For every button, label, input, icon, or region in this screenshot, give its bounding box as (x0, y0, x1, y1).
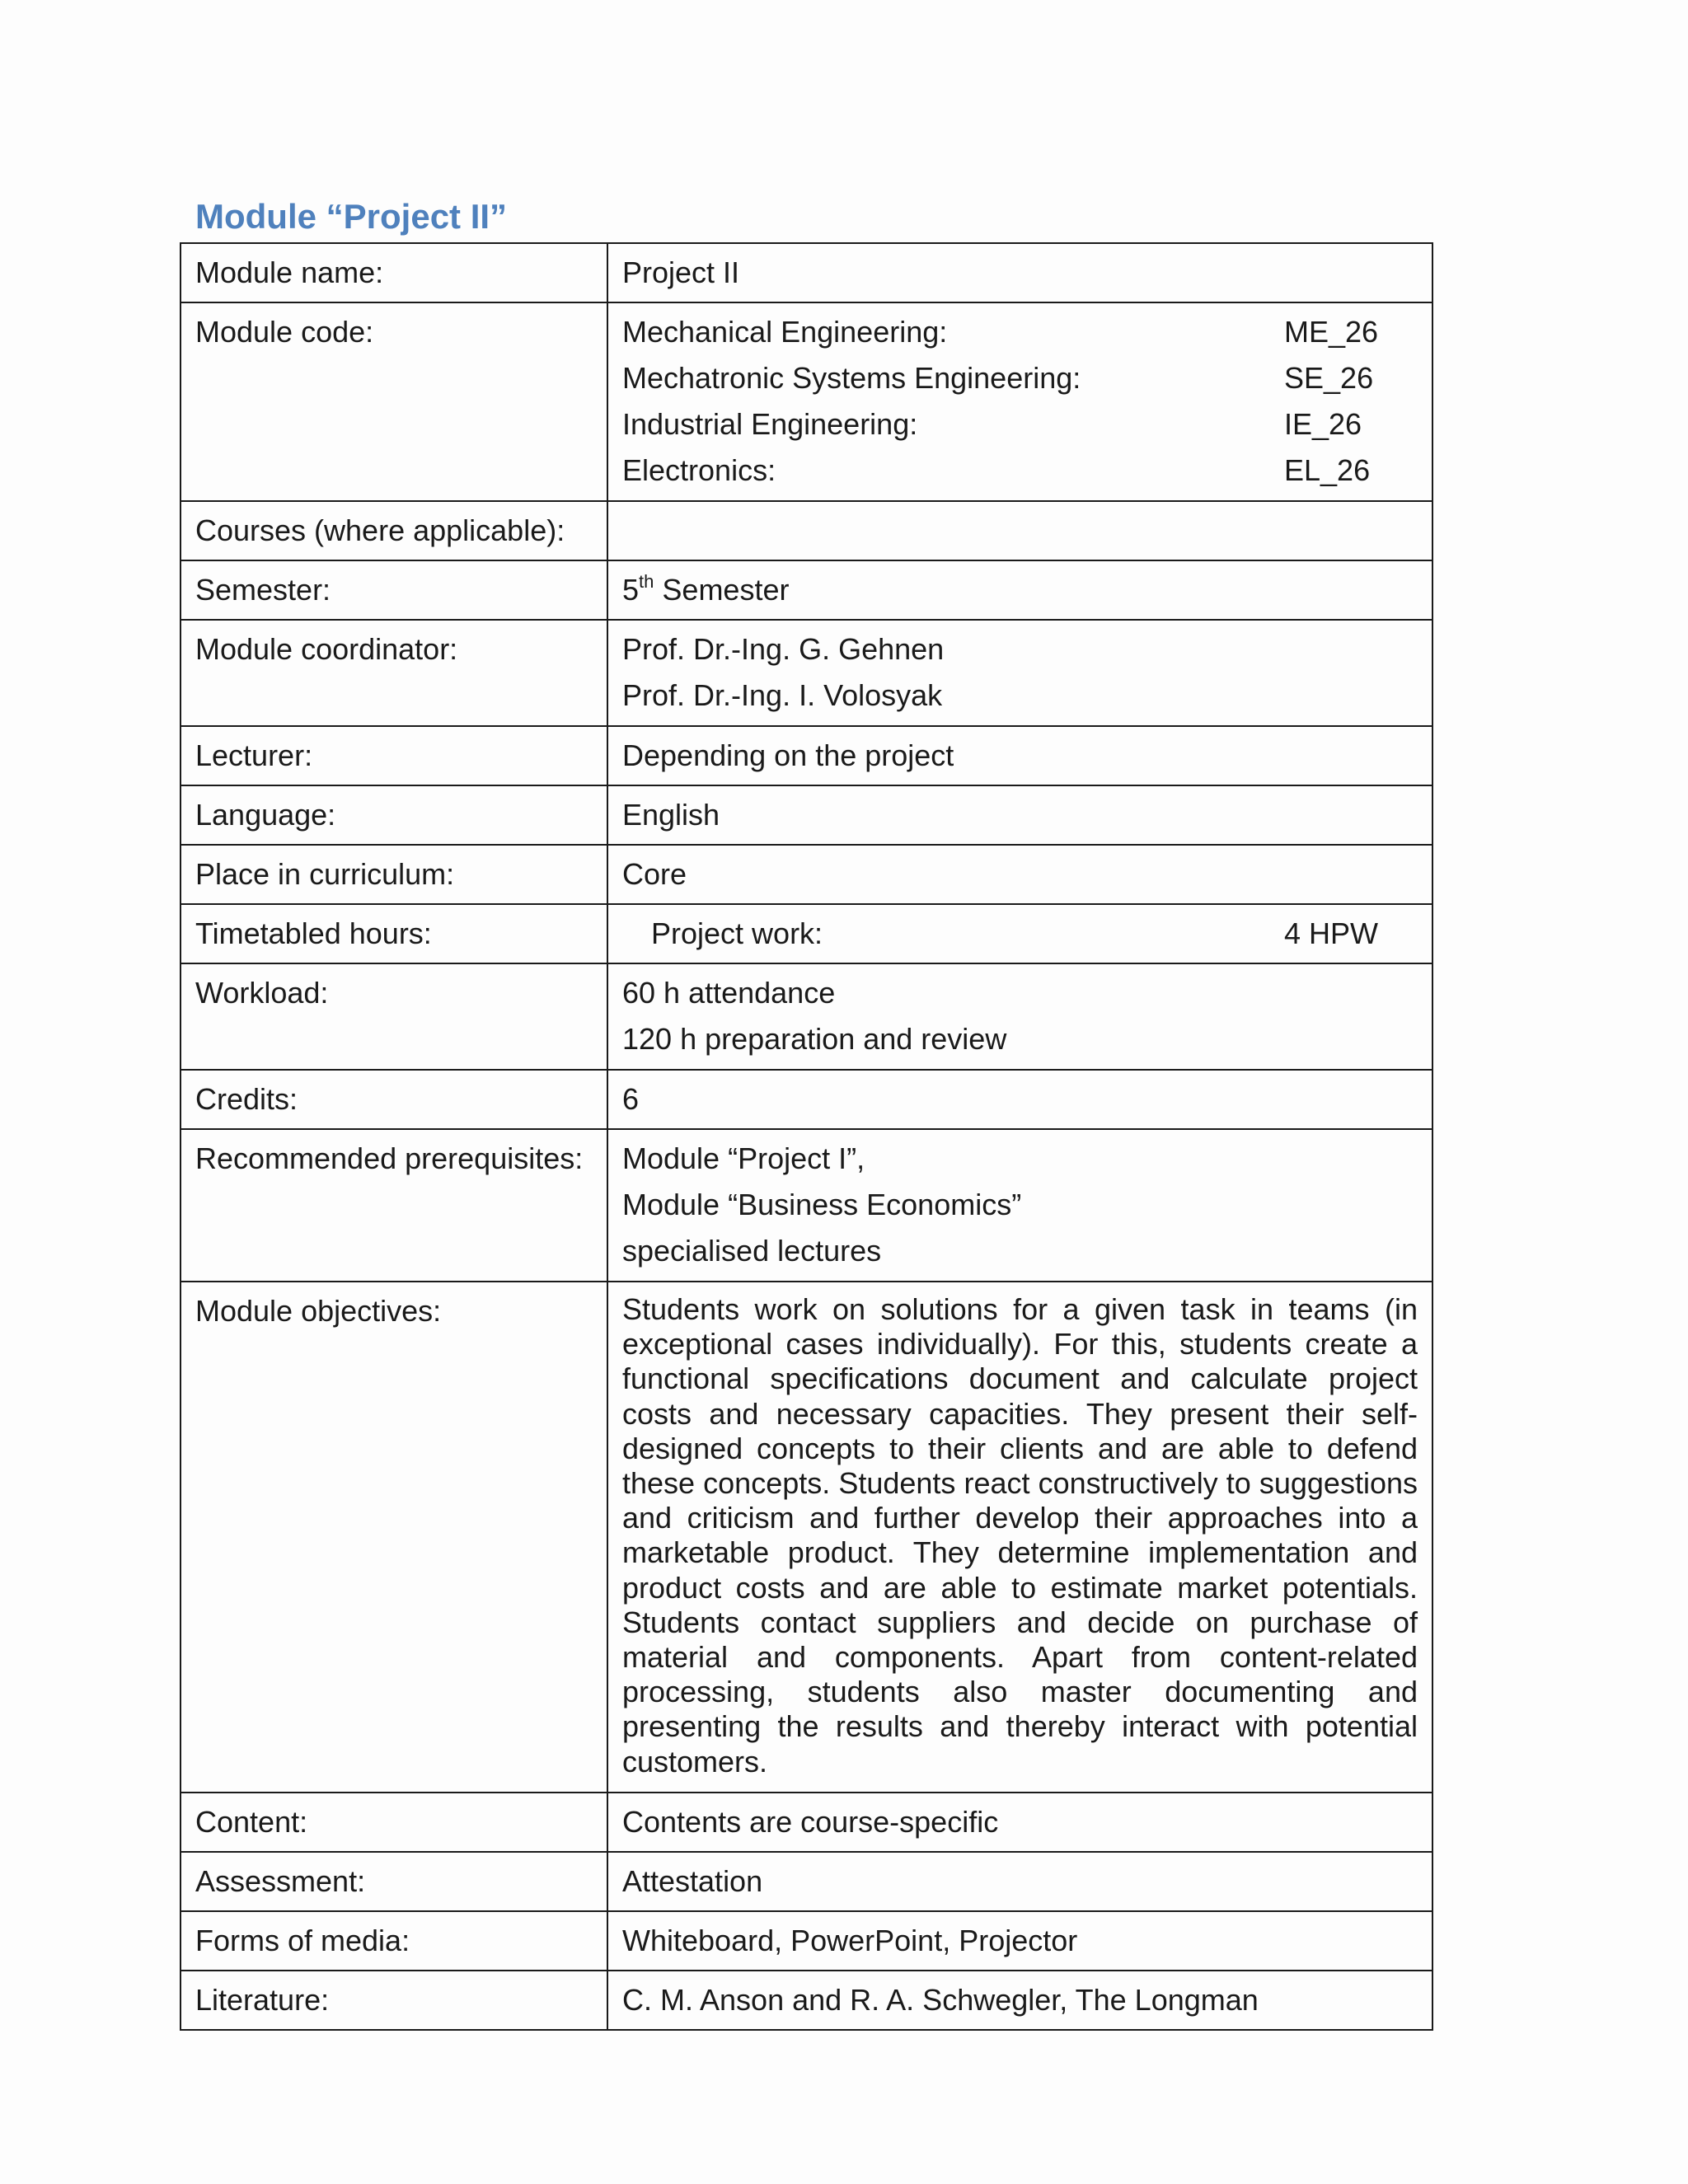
timetabled-hours: 4 HPW (1284, 916, 1379, 950)
value-credits: 6 (607, 1070, 1432, 1129)
row-coordinator (181, 620, 1432, 726)
workload-line: 120 h preparation and review (622, 1022, 1007, 1056)
module-code-entry (622, 355, 1418, 401)
row-objectives (181, 1282, 1432, 1793)
course-code: ME_26 (1284, 315, 1379, 349)
module-code-entry (622, 401, 1418, 448)
label-credits: Credits: (181, 1070, 607, 1129)
row-courses (181, 501, 1432, 560)
label-coordinator: Module coordinator: (181, 620, 607, 726)
row-timetabled (181, 904, 1432, 963)
value-place: Core (607, 845, 1432, 904)
label-timetabled: Timetabled hours: (181, 904, 607, 963)
label-literature: Literature: (181, 1971, 607, 2030)
course-name: Industrial Engineering: (622, 407, 918, 441)
label-assessment: Assessment: (181, 1852, 607, 1911)
label-module-name: Module name: (181, 243, 607, 302)
course-name: Mechatronic Systems Engineering: (622, 361, 1081, 395)
course-name: Mechanical Engineering: (622, 315, 948, 349)
objectives-text: Students work on solutions for a given task in teams (in exceptional cases individually). For this, students create a functional specifications document and calculate project costs and necessary capacities. They present their self-designed concepts to their clients and are able to defend these concepts. Students react constructively to suggestions and criticism and further develop their approaches into a marketable product. They determine implementation and product costs and are able to estimate market potentials. Students contact suppliers and decide on purchase of material and components. Apart from content-related processing, students also master documenting and presenting the results and thereby interact with potential customers. (622, 1292, 1418, 1779)
value-media: Whiteboard, PowerPoint, Projector (607, 1911, 1432, 1971)
row-lecturer (181, 726, 1432, 785)
module-code-entry (622, 448, 1418, 494)
row-media (181, 1911, 1432, 1971)
value-coordinator (607, 620, 1432, 726)
value-content: Contents are course-specific (607, 1793, 1432, 1852)
row-semester (181, 560, 1432, 620)
label-workload: Workload: (181, 963, 607, 1070)
label-media: Forms of media: (181, 1911, 607, 1971)
value-language: English (607, 785, 1432, 845)
value-literature: C. M. Anson and R. A. Schwegler, The Longman (607, 1971, 1432, 2030)
label-courses: Courses (where applicable): (181, 501, 607, 560)
value-module-code (607, 302, 1432, 501)
value-workload (607, 963, 1432, 1070)
page-title: Module “Project II” (195, 197, 508, 236)
module-code-entry (622, 309, 1418, 355)
value-prerequisites (607, 1129, 1432, 1282)
value-objectives (607, 1282, 1432, 1793)
value-assessment: Attestation (607, 1852, 1432, 1911)
row-workload (181, 963, 1432, 1070)
label-semester: Semester: (181, 560, 607, 620)
course-name: Electronics: (622, 453, 776, 487)
value-module-name: Project II (607, 243, 1432, 302)
semester-word: Semester (662, 573, 790, 607)
value-timetabled (607, 904, 1432, 963)
label-lecturer: Lecturer: (181, 726, 607, 785)
row-module-code (181, 302, 1432, 501)
row-literature (181, 1971, 1432, 2030)
label-prerequisites: Recommended prerequisites: (181, 1129, 607, 1282)
coordinator-name: Prof. Dr.-Ing. G. Gehnen (622, 632, 945, 666)
row-assessment (181, 1852, 1432, 1911)
row-place (181, 845, 1432, 904)
row-language (181, 785, 1432, 845)
prerequisite-line: Module “Business Economics” (622, 1188, 1022, 1221)
coordinator-name: Prof. Dr.-Ing. I. Volosyak (622, 678, 943, 712)
value-semester (607, 560, 1432, 620)
value-courses (607, 501, 1432, 560)
row-prerequisites (181, 1129, 1432, 1282)
workload-line: 60 h attendance (622, 976, 836, 1010)
label-content: Content: (181, 1793, 607, 1852)
row-content (181, 1793, 1432, 1852)
prerequisite-line: specialised lectures (622, 1234, 882, 1268)
label-module-code: Module code: (181, 302, 607, 501)
value-lecturer: Depending on the project (607, 726, 1432, 785)
course-code: EL_26 (1284, 453, 1371, 487)
label-objectives: Module objectives: (181, 1282, 607, 1793)
semester-suffix: th (639, 571, 654, 592)
semester-number: 5 (622, 573, 640, 607)
course-code: SE_26 (1284, 361, 1374, 395)
module-table (180, 242, 1433, 2031)
row-credits (181, 1070, 1432, 1129)
course-code: IE_26 (1284, 407, 1362, 441)
prerequisite-line: Module “Project I”, (622, 1141, 865, 1175)
label-language: Language: (181, 785, 607, 845)
timetabled-type: Project work: (651, 916, 823, 950)
label-place: Place in curriculum: (181, 845, 607, 904)
row-module-name (181, 243, 1432, 302)
